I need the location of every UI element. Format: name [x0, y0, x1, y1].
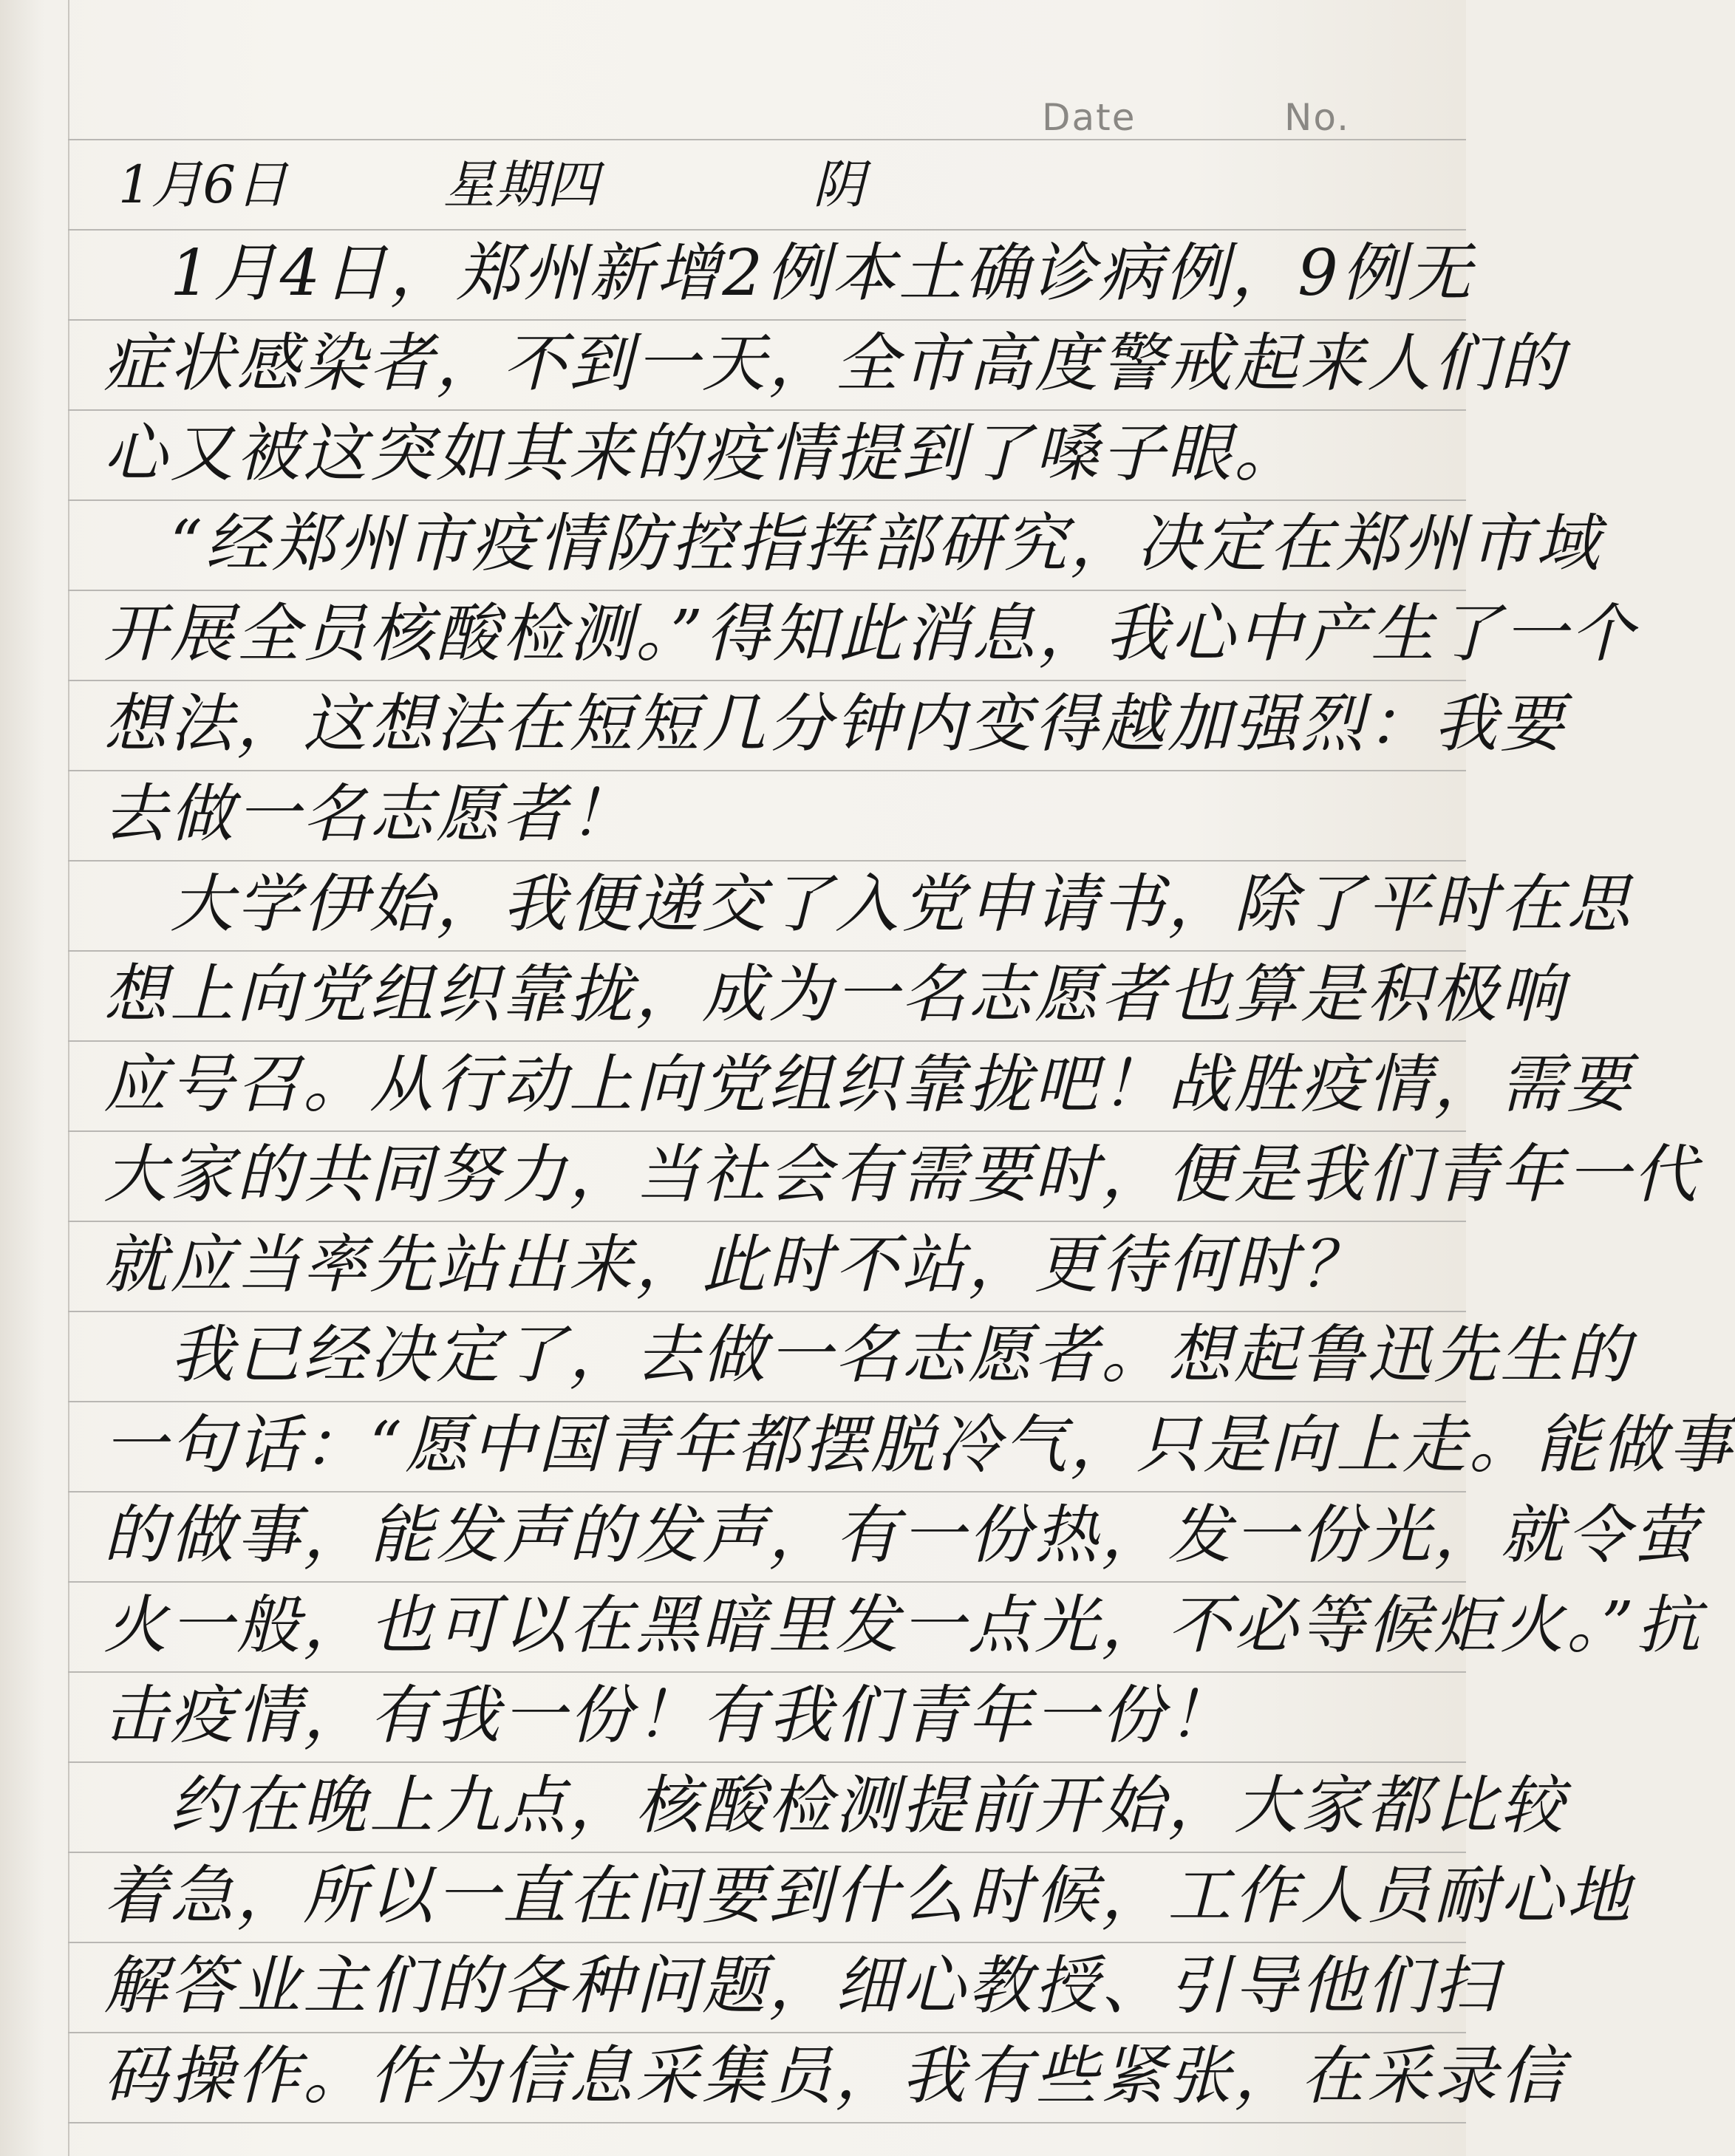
- text-line: 应号召。从行动上向党组织靠拢吧！战胜疫情，需要: [103, 1048, 1633, 1122]
- entry-date: 1月6日: [118, 154, 288, 215]
- text-line: 心又被这突如其来的疫情提到了嗓子眼。: [103, 417, 1301, 491]
- text-line: 一句话：“愿中国青年都摆脱冷气，只是向上走。能做事: [103, 1408, 1735, 1482]
- text-line: 想法，这想法在短短几分钟内变得越加强烈：我要: [103, 687, 1567, 761]
- text-line: 1月4日，郑州新增2例本土确诊病例，9例无: [103, 236, 1474, 310]
- text-line: 的做事，能发声的发声，有一份热，发一份光，就令萤: [103, 1498, 1700, 1572]
- text-line: “经郑州市疫情防控指挥部研究，决定在郑州市域: [103, 507, 1602, 581]
- text-line: 约在晚上九点，核酸检测提前开始，大家都比较: [103, 1769, 1567, 1843]
- text-line: 火一般，也可以在黑暗里发一点光，不必等候炬火。”抗: [103, 1589, 1703, 1662]
- text-line: 解答业主们的各种问题，细心教授、引导他们扫: [103, 1949, 1500, 2023]
- text-line: 码操作。作为信息采集员，我有些紧张，在采录信: [103, 2039, 1567, 2113]
- text-line: 大学伊始，我便递交了入党申请书，除了平时在思: [103, 867, 1633, 941]
- text-line: 击疫情，有我一份！有我们青年一份！: [103, 1679, 1234, 1753]
- ruled-line: [68, 2122, 1466, 2123]
- text-line: 开展全员核酸检测。”得知此消息，我心中产生了一个: [103, 597, 1637, 671]
- text-line: 去做一名志愿者！: [103, 777, 635, 851]
- text-line: 就应当率先站出来，此时不站，更待何时？: [103, 1228, 1367, 1302]
- text-line: 症状感染者，不到一天，全市高度警戒起来人们的: [103, 327, 1567, 400]
- date-label: Date: [1042, 96, 1136, 139]
- margin-line: [68, 0, 69, 2156]
- number-label: No.: [1284, 96, 1351, 139]
- entry-weather: 阴: [813, 154, 865, 215]
- entry-weekday: 星期四: [443, 154, 599, 215]
- text-line: 着急，所以一直在问要到什么时候，工作人员耐心地: [103, 1859, 1633, 1933]
- text-line: 大家的共同努力，当社会有需要时，便是我们青年一代: [103, 1138, 1700, 1212]
- ruled-line: [68, 139, 1466, 140]
- text-line: 我已经决定了，去做一名志愿者。想起鲁迅先生的: [103, 1318, 1633, 1392]
- text-line: 想上向党组织靠拢，成为一名志愿者也算是积极响: [103, 958, 1567, 1031]
